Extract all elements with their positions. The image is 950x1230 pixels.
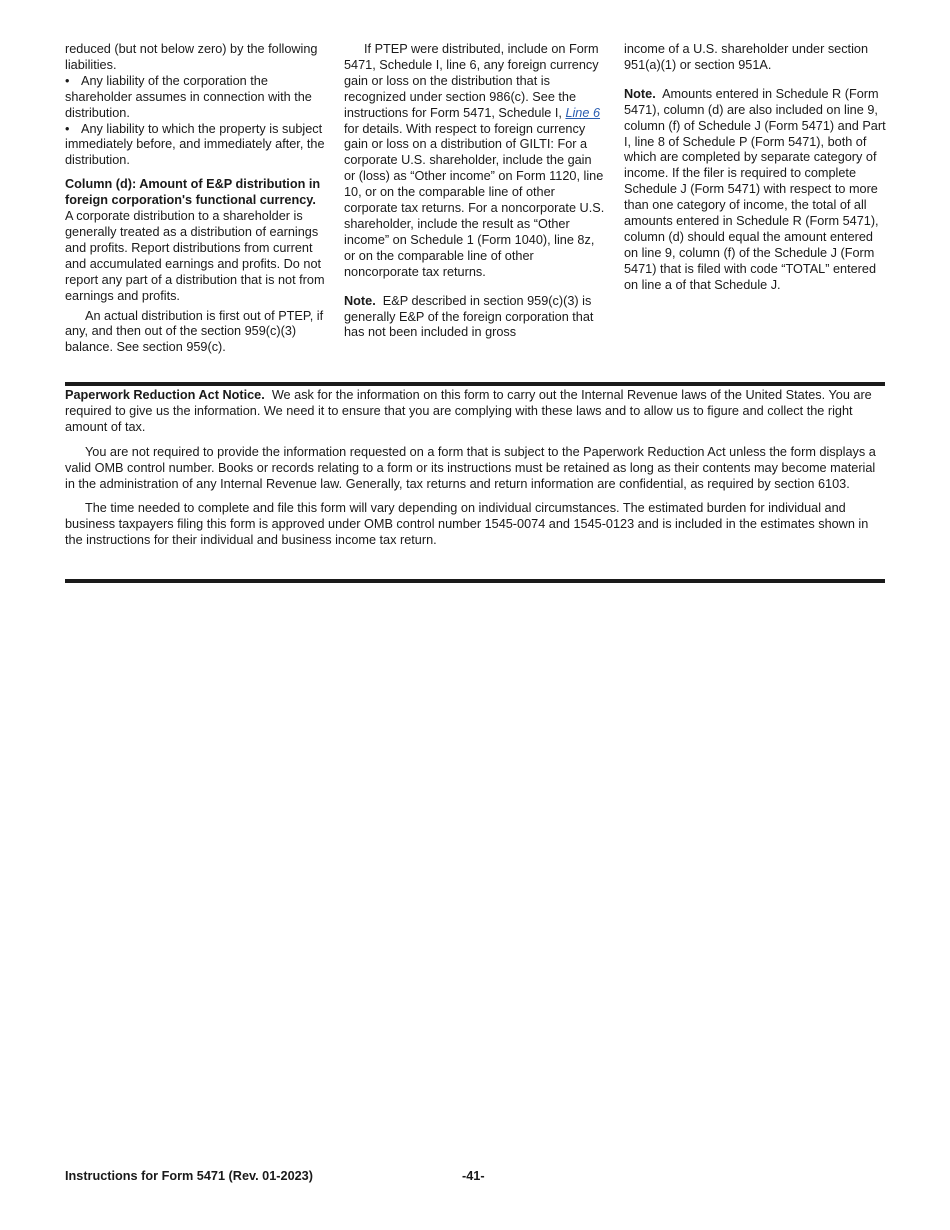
column-3 — [624, 42, 886, 294]
notice-heading: Paperwork Reduction Act Notice. — [65, 388, 265, 402]
col2-p1-text-b: for details. With respect to foreign currency gain or loss on a distribution of GILTI: For a corporate U.S. shareholder, include the gain or (loss) as “Other income” on Form 1120, line 10, or on the comparable line of other corporate tax returns. For a noncorporate U.S. shareholder, include the result as “Other income” on Schedule 1 (Form 1040), line 8z, or on the comparable line of other noncorporate tax returns. — [344, 121, 605, 279]
column-2 — [344, 42, 606, 341]
bullet-icon: • — [65, 121, 70, 136]
col3-note — [624, 87, 886, 294]
col1-column-d-body: A corporate distribution to a shareholder is generally treated as a distribution of earnings and profits. Report distributions from current and accumulated earnings and profits. Do not report any part of a distribution that is not from earnings and profits. — [65, 209, 325, 303]
col1-column-d-paragraph — [65, 177, 327, 304]
paperwork-notice — [65, 388, 885, 549]
col1-paragraph-1: reduced (but not below zero) by the following liabilities. — [65, 42, 318, 72]
col1-column-d-heading: Column (d): Amount of E&P distribution in foreign corporation's functional currency. — [65, 177, 321, 208]
notice-paragraph-3: The time needed to complete and file this form will vary depending on individual circumstances. The estimated burden for individual and business taxpayers filing this form is approved under OMB control number 1545-0074 and 1545-0123 and is included in the estimates shown in the instructions for their individual and business income tax return. — [65, 501, 869, 548]
col1-paragraph-3: An actual distribution is first out of PTEP, if any, and then out of the section 959(c)(3) balance. See section 959(c). — [65, 308, 324, 355]
top-divider — [65, 382, 885, 386]
notice-paragraph-1 — [65, 388, 885, 436]
bullet-icon: • — [65, 73, 70, 88]
col3-note-label: Note. — [624, 86, 656, 101]
col2-note-body: E&P described in section 959(c)(3) is generally E&P of the foreign corporation that has not been included in gross — [344, 293, 594, 340]
col2-note-label: Note. — [344, 293, 376, 308]
notice-paragraph-2: You are not required to provide the information requested on a form that is subject to the Paperwork Reduction Act unless the form displays a valid OMB control number. Books or records relating to a form or its instructions must be retained as long as their contents may become material in the administration of any Internal Revenue law. Generally, tax returns and return information are confidential, as required by section 6103. — [65, 444, 876, 491]
col3-note-body: Amounts entered in Schedule R (Form 5471), column (d) are also included on line 9, column (f) of Schedule J (Form 5471) and Part I, line 8 of Schedule P (Form 5471), both of which are completed by separate category of income. If the filer is required to complete Schedule J (Form 5471) with respect to more than one category of income, the total of all amounts entered in Schedule R (Form 5471), column (d) should equal the amount entered on line 9, column (f) of the Schedule J (Form 5471) that is filed with code “TOTAL” entered on line a of that Schedule J. — [624, 86, 886, 292]
col2-paragraph-1 — [344, 42, 606, 281]
col2-note — [344, 294, 606, 342]
col3-paragraph-1: income of a U.S. shareholder under section 951(a)(1) or section 951A. — [624, 42, 869, 72]
col1-bullet-2-text: Any liability to which the property is subject immediately before, and immediately after, the distribution. — [65, 121, 325, 168]
notice-p1-text: We ask for the information on this form to carry out the Internal Revenue laws of the United States. You are required to give us the information. We need it to ensure that you are complying with these laws and to allow us to figure and collect the right amount of tax. — [65, 388, 872, 434]
bottom-divider — [65, 579, 885, 583]
column-1 — [65, 42, 327, 356]
col1-bullet-1-text: Any liability of the corporation the shareholder assumes in connection with the distribution. — [65, 73, 312, 120]
col1-bullet-2 — [65, 122, 327, 170]
col1-bullet-1 — [65, 74, 327, 122]
col2-p1-text-a: If PTEP were distributed, include on Form 5471, Schedule I, line 6, any foreign currency gain or loss on the distribution that is recognized under section 986(c). See the instructions for Form 5471, Schedule I, — [344, 42, 599, 120]
page-number: -41- — [462, 1169, 485, 1183]
line-6-link[interactable]: Line 6 — [565, 105, 601, 120]
footer-title: Instructions for Form 5471 (Rev. 01-2023) — [65, 1169, 313, 1183]
